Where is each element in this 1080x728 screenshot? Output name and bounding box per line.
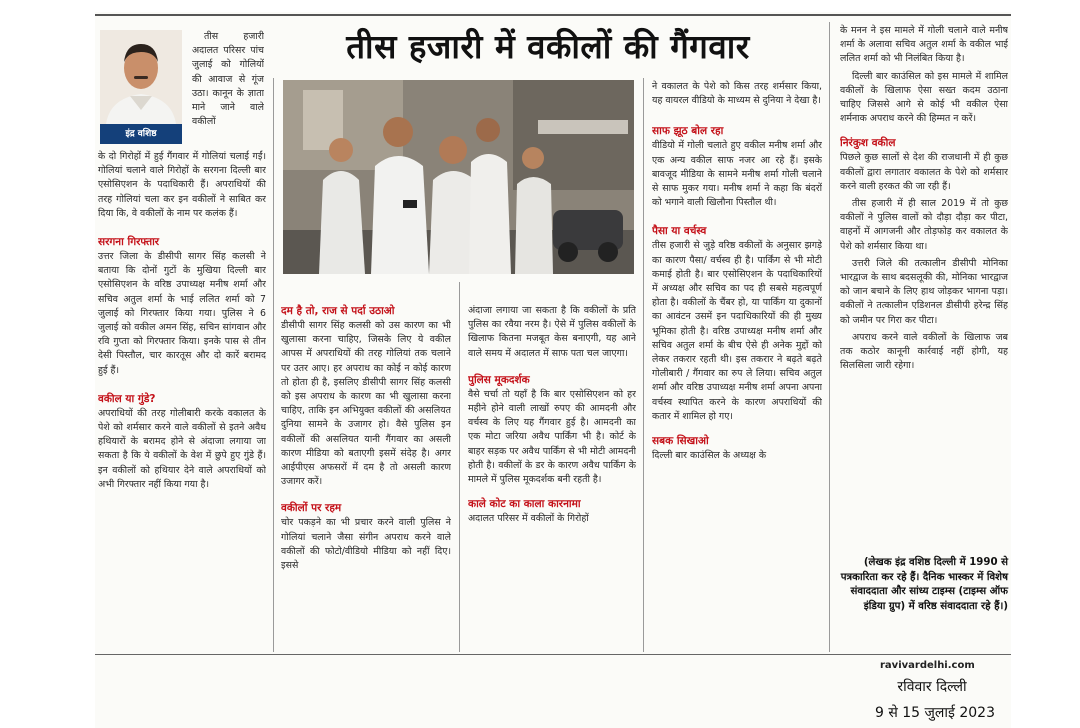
column-5 xyxy=(840,24,1008,552)
top-rule xyxy=(95,14,1011,16)
col5-heading-1: निरंकुश वकील xyxy=(840,137,896,150)
author-box xyxy=(100,30,182,145)
col2-heading-2: वकीलों पर रहम xyxy=(281,502,342,515)
col4-para-2: वीडियो में गोली चलाते हुए वकील मनीष शर्मा और एक अन्य वकील साफ नजर आ रहे हैं। इसके बावजूद मीडिया के सामने मनीष शर्मा गोली चलाने से साफ मुकर गया। मनीष शर्मा ने कहा कि बंदरों को भगाने वाली खिलौना पिस्तौल थी। xyxy=(652,140,822,209)
col3-para-1: अंदाजा लगाया जा सकता है कि वकीलों के प्रति पुलिस का रवैया नरम है। ऐसे में पुलिस वकीलों के खिलाफ कितना मजबूत केस बनाएगी, यह आने वाले समय में अदालत में साफ पता चल जाएगा। xyxy=(468,305,636,359)
col5-para-5: उत्तरी जिले की तत्कालीन डीसीपी मोनिका भारद्वाज के साथ बदसलूकी की, मोनिका भारद्वाज को जान बचाने के लिए हाथ जोड़कर भागना पड़ा। वकीलों ने तत्कालीन एडिशनल डीसीपी हरेन्द्र सिंह को जमीन पर गिरा कर पीटा। xyxy=(840,257,1008,326)
lawyers-crowd-photo-icon xyxy=(283,80,634,274)
column-1 xyxy=(98,150,266,652)
edition-name: रविवार दिल्ली xyxy=(897,679,967,695)
col3-heading-1: पुलिस मूकदर्शक xyxy=(468,373,530,386)
column-divider xyxy=(829,22,830,652)
col5-para-3: पिछले कुछ सालों से देश की राजधानी में ही कुछ वकीलों द्वारा लगातार वकालत के पेशे को शर्मसार करने वाली हरकत की जा रही हैं। xyxy=(840,152,1008,192)
column-3 xyxy=(468,304,636,652)
col1-intro-top-text: तीस हजारी अदालत परिसर पांच जुलाई को गोलियों की आवाज से गूंज उठा। कानून के ज्ञाता माने जाने वाले वकीलों xyxy=(192,31,264,128)
col4-heading-2: पैसा या वर्चस्व xyxy=(652,225,707,238)
headline: तीस हजारी में वकीलों की गैंगवार xyxy=(346,27,750,66)
col5-para-4: तीस हजारी में ही साल 2019 में तो कुछ वकीलों ने पुलिस वालों को दौड़ा दौड़ा कर पीटा, वाहनों में आगजनी और तोड़फोड़ कर वकालत के पेशे को शर्मसार किया था। xyxy=(840,198,1008,252)
news-photo xyxy=(283,80,634,274)
col5-para-6: अपराध करने वाले वकीलों के खिलाफ जब तक कठोर कानूनी कार्रवाई नहीं होगी, यह सिलसिला जारी रहेगा। xyxy=(840,331,1008,372)
footer-rule xyxy=(95,654,1011,655)
col1-heading-2: वकील या गुंडे? xyxy=(98,392,156,405)
col1-intro-rest: के दो गिरोहों में हुई गैंगवार में गोलियां चलाई गईं। गोलियां चलाने वाले गिरोहों के सरगना दिल्ली बार एसोसिएशन के पदाधिकारी हैं। अपराधियों की तरह गोलियां चला कर इन वकीलों ने साबित कर दिया कि, वे वकीलों के नाम पर कलंक हैं। xyxy=(98,151,266,219)
author-signoff: (लेखक इंद्र वशिष्ठ दिल्ली में 1990 से पत्रकारिता कर रहे हैं। दैनिक भास्कर में विशेष संवाददाता और सांध्य टाइम्स (टाइम्स ऑफ इंडिया ग्रुप) में वरिष्ठ संवाददाता रहे हैं।) xyxy=(840,557,1008,612)
column-divider xyxy=(643,78,644,652)
col5-para-1: के मनन ने इस मामले में गोली चलाने वाले मनीष शर्मा के अलावा सचिव अतुल शर्मा के वकील भाई ललित शर्मा को भी निलंबित किया है। xyxy=(840,25,1008,65)
col3-heading-2: काले कोट का काला कारनामा xyxy=(468,498,581,511)
col3-para-3: अदालत परिसर में वकीलों के गिरोहों xyxy=(468,513,589,525)
col4-heading-1: साफ झूठ बोल रहा xyxy=(652,125,724,138)
col4-para-4: दिल्ली बार काउंसिल के अध्यक्ष के xyxy=(652,450,767,462)
col1-para-1: उत्तर जिला के डीसीपी सागर सिंह कलसी ने बताया कि दोनों गुटों के मुखिया दिल्ली बार एसोसिएशन के वरिष्ठ उपाध्यक्ष मनीष शर्मा और सचिव अतुल शर्मा के भाई ललित शर्मा को 7 जुलाई को गिरफ्तार किया गया। पुलिस ने 6 जुलाई को वकील अमन सिंह, सचिन सांगवान और रवि गुप्ता को गिरफ्तार किया। इनके पास से तीन देसी पिस्तौल, चार कारतूस और दो कारें बरामद हुई हैं। xyxy=(98,251,266,376)
col1-para-2: अपराधियों की तरह गोलीबारी करके वकालत के पेशे को शर्मसार करने वाले वकीलों से इतने अवैध हथियारों के बरामद होने से अंदाजा लगाया जा सकता है कि ये वकीलों के वेश में छुपे हुए गुंडे हैं। इन वकीलों को हथियार देने वाले अपराधियों को अभी गिरफ्तार नहीं किया गया है। xyxy=(98,407,266,490)
col2-para-1: डीसीपी सागर सिंह कलसी को उस कारण का भी खुलासा करना चाहिए, जिसके लिए ये वकील आपस में अपराधियों की तरह गोलियां तक चलाने पर उतर आए। हर अपराध का कोई न कोई कारण तो होता ही है, इसलिए डीसीपी सागर सिंह कलसी को इस अपराध के कारण का भी खुलासा करना चाहिए, ताकि इन अभियुक्त वकीलों की असलियत दुनिया सामने के उजागर हो। वैसे पुलिस इन वकीलों की असलियत यानी गैंगवार का असली कारण मीडिया को बताएगी इसमें संदेह है। अगर आईपीएस अफसरों में दम है तो असली कारण उजागर करें। xyxy=(281,320,451,488)
col4-para-3: तीस हजारी से जुड़े वरिष्ठ वकीलों के अनुसार झगड़े का कारण पैसा/ वर्चस्व ही है। पार्किंग से भी मोटी कमाई होती है। बार एसोसिएशन के पदाधिकारियों में अध्यक्ष और सचिव का पद ही सबसे महत्वपूर्ण होता है। वकीलों के चैंबर हो, या पार्किंग या दुकानों का आवंटन उसमें इन पदाधिकारियों की ही मुख्य भूमिका होती है। वरिष्ठ उपाध्यक्ष मनीष शर्मा और सचिव अतुल शर्मा के बीच ऐसे ही अनेक मुद्दों को लेकर तकरार रहती थी। इस तकरार ने बढ़ते बढ़ते गोलीबारी / गैंगवार का रुप ले लिया। सचिव अतुल शर्मा और वरिष्ठ उपाध्यक्ष मनीष शर्मा अपना अपना वर्चस्व स्थापित करने के कारण अपराधियों की कतार में शामिल हो गए। xyxy=(652,240,822,422)
column-divider xyxy=(273,78,274,652)
site-url[interactable]: ravivardelhi.com xyxy=(880,660,975,671)
col3-para-2: वैसे चर्चा तो यहाँ है कि बार एसोसिएशन को हर महीने होने वाली लाखों रुपए की आमदनी और वर्चस्व के लिए यह गैंगवार हुई है। आमदनी का एक मोटा जरिया अवैध पार्किंग भी है। कोर्ट के बाहर सड़क पर अवैध पार्किंग से भी मोटी आमदनी होती है। वकीलों के डर के कारण अवैध पार्किंग के मामले में पुलिस मूकदर्शक बनी रहती है। xyxy=(468,388,636,486)
col4-para-1: ने वकालत के पेशे को किस तरह शर्मसार किया, यह वायरल वीडियो के माध्यम से दुनिया ने देखा है। xyxy=(652,81,822,107)
author-photo xyxy=(100,30,182,124)
column-2 xyxy=(281,304,451,652)
col5-para-2: दिल्ली बार काउंसिल को इस मामले में शामिल वकीलों के खिलाफ ऐसा सख्त कदम उठाना चाहिए जिससे आगे से कोई भी वकील ऐसा शर्मनाक अपराध करने की हिम्मत न करें। xyxy=(840,70,1008,125)
column-4 xyxy=(652,80,822,652)
col1-intro-top xyxy=(192,30,264,148)
col4-heading-3: सबक सिखाओ xyxy=(652,435,709,448)
col2-para-2: चोर पकड़ने का भी प्रचार करने वाली पुलिस ने गोलियां चलाने जैसा संगीन अपराध करने वाले वकीलों की फोटो/वीडियो मीडिया को नहीं दिए। इससे xyxy=(281,517,451,572)
author-portrait-icon xyxy=(100,30,182,124)
author-caption: इंद्र वशिष्ठ xyxy=(100,124,182,144)
col1-heading-1: सरगना गिरफ्तार xyxy=(98,236,160,249)
issue-date: 9 से 15 जुलाई 2023 xyxy=(875,705,995,721)
col2-heading-1: दम है तो, राज से पर्दा उठाओ xyxy=(281,305,395,317)
column-divider xyxy=(459,282,460,652)
